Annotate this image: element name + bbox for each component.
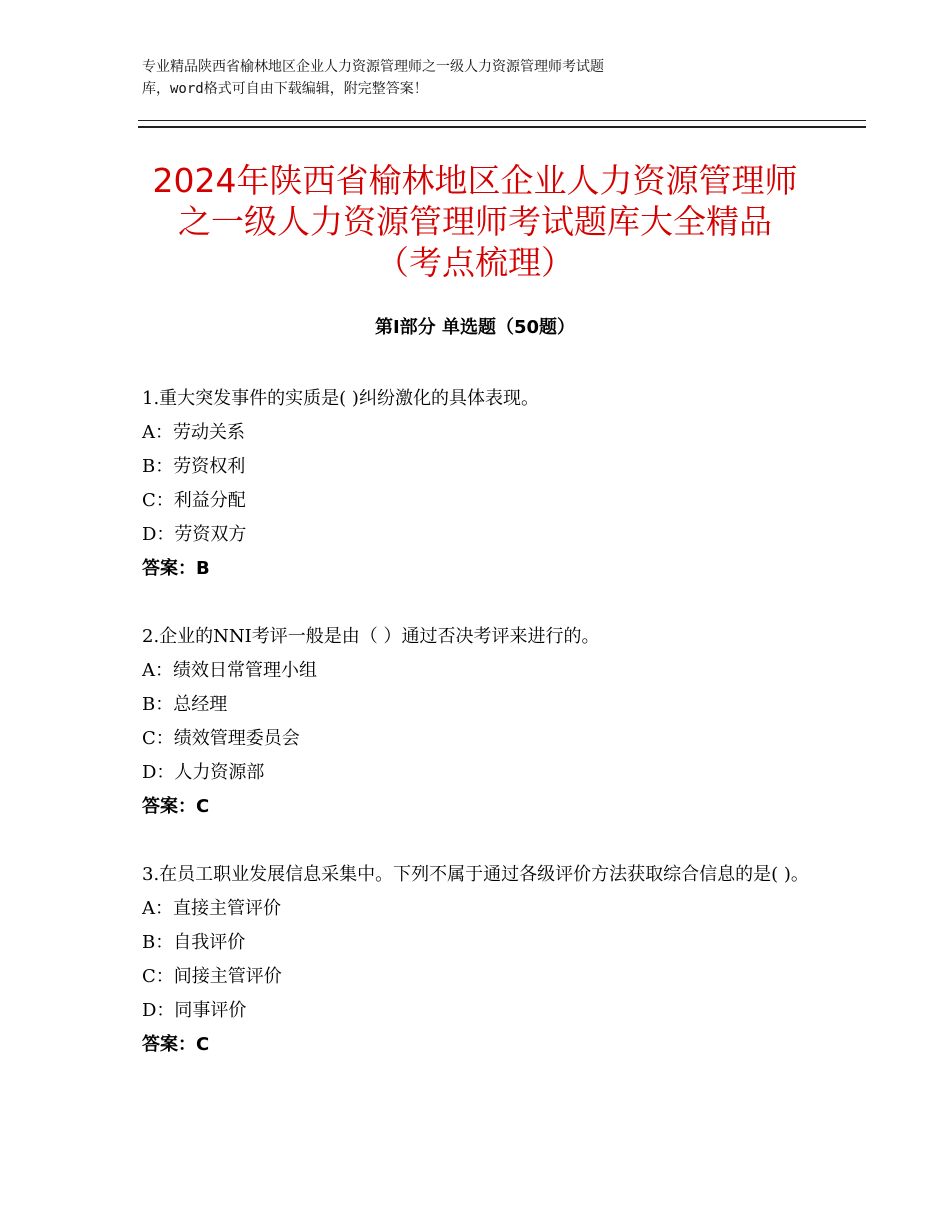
option-d: D：同事评价 — [142, 1000, 247, 1021]
option-c: C：间接主管评价 — [142, 966, 282, 987]
option-a: A：绩效日常管理小组 — [142, 660, 317, 681]
document-title-line-2: 之一级人力资源管理师考试题库大全精品 — [178, 202, 772, 241]
question-stem: 2.企业的NNI考评一般是由（ ）通过否决考评来进行的。 — [142, 626, 600, 647]
option-a: A：直接主管评价 — [142, 898, 281, 919]
question-2 — [142, 620, 842, 824]
option-d: D：人力资源部 — [142, 762, 265, 783]
header-divider — [138, 120, 866, 128]
answer: 答案：C — [142, 1034, 210, 1055]
option-c: C：绩效管理委员会 — [142, 728, 300, 749]
question-stem: 1.重大突发事件的实质是( )纠纷激化的具体表现。 — [142, 388, 539, 409]
question-list — [142, 382, 842, 1096]
option-c: C：利益分配 — [142, 490, 246, 511]
option-b: B：自我评价 — [142, 932, 246, 953]
question-3 — [142, 858, 842, 1062]
section-title: 第Ⅰ部分 单选题（50题） — [374, 317, 575, 338]
option-a: A：劳动关系 — [142, 422, 245, 443]
question-1 — [142, 382, 842, 586]
question-stem: 3.在员工职业发展信息采集中。下列不属于通过各级评价方法获取综合信息的是( )。 — [142, 864, 809, 885]
answer: 答案：C — [142, 796, 210, 817]
answer: 答案：B — [142, 558, 210, 579]
option-d: D：劳资双方 — [142, 524, 247, 545]
header-note — [142, 56, 782, 100]
document-title-line-3: （考点梳理） — [376, 243, 574, 282]
option-b: B：总经理 — [142, 694, 228, 715]
document-title-line-1: 2024年陕西省榆林地区企业人力资源管理师 — [152, 161, 798, 200]
header-note-line-1: 专业精品陕西省榆林地区企业人力资源管理师之一级人力资源管理师考试题 — [142, 59, 604, 75]
option-b: B：劳资权利 — [142, 456, 246, 477]
document-title — [100, 160, 850, 283]
header-note-line-2: 库，word格式可自由下载编辑，附完整答案！ — [142, 81, 428, 97]
